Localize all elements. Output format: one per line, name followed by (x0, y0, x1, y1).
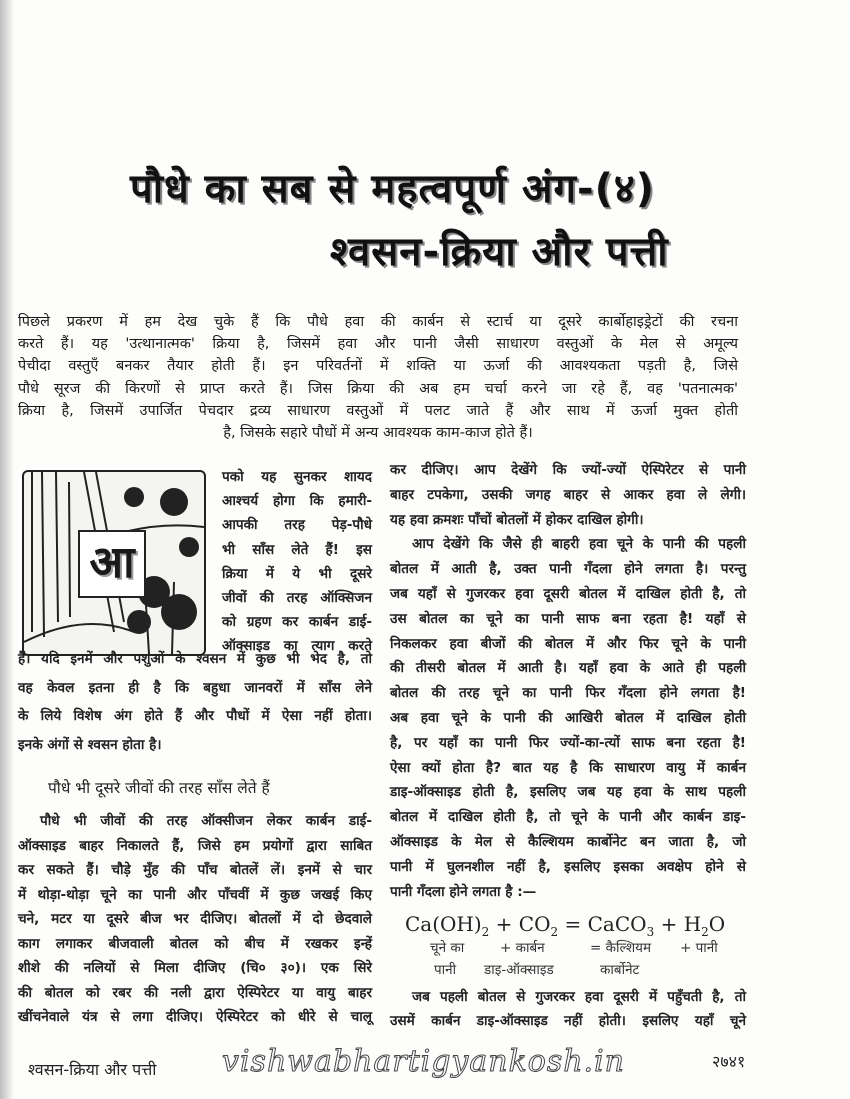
eq-calcium-hydroxide: Ca(OH) (405, 912, 482, 936)
text-line: पानी गँदला होने लगता है :— (390, 883, 537, 900)
eq-subscript: 2 (701, 925, 709, 939)
text-line: में थोड़ा-थोड़ा चूने का पानी और पाँचवीं में कुछ जखई किए (18, 886, 372, 903)
text-line: बोतल की तरह चूने का पानी फिर गँदला होने लगता है! (390, 685, 746, 702)
text-line: आपकी तरह पेड़-पौधे (222, 517, 372, 534)
text-line: जब पहली बोतल से गुजरकर हवा दूसरी में पहुँचती है, तो (412, 989, 746, 1005)
text-line: पिछले प्रकरण में हम देख चुके हैं कि पौधे हवा की कार्बन से स्टार्च या दूसरे कार्बोहाइड्रेटों की रचना (18, 314, 738, 330)
text-line: पेचीदा वस्तुएँ बनकर तैयार होती हैं। इन परिवर्तनों में शक्ति या ऊर्जा की आवश्यकता पड़ती है, जिसे (18, 358, 738, 375)
text-line: पौधे सूरज की किरणों से प्राप्त करते हैं। जिस क्रिया की अब हम चर्चा करने जा रहे हैं, वह 'पतनात्मक' (18, 380, 738, 397)
text-line: उस बोतल का चूने का पानी साफ बना रहता है! यहाँ से (390, 610, 746, 627)
eq-label: कार्बोनेट (600, 962, 640, 978)
text-line: इनके अंगों से श्वसन होता है। (18, 737, 162, 754)
text-line: निकलकर हवा बीजों की बोतल में और फिर चूने के पानी (390, 635, 746, 652)
eq-label: पानी (434, 962, 457, 978)
text-line: क्रिया है, जिसमें उपार्जित पेचदार द्रव्य साधारण वस्तुओं में पलट जाते हैं और साथ में ऊर्जा मुक्त होती (18, 402, 738, 419)
text-line: हैं। यदि इनमें और पशुओं के श्वसन में कुछ भी भेद है, तो (18, 651, 372, 667)
watermark: vishwabhartigyankosh.in (222, 1044, 625, 1079)
eq-label: + पानी (680, 940, 718, 956)
text-line: पको यह सुनकर शायद (222, 469, 372, 485)
text-line: ऑक्साइड के मेल से कैल्शियम कार्बोनेट बन जाता है, जो (390, 834, 746, 850)
text-line: चने, मटर या दूसरे बीज भर दीजिए। बोतलों में दो छेदवाले (18, 911, 372, 927)
eq-water: H (683, 912, 702, 936)
eq-label: चूने का (430, 940, 465, 956)
eq-label: + कार्बन (500, 940, 545, 956)
text-line: उसमें कार्बन डाइ-ऑक्साइड नहीं होती। इसलिए यहाँ चूने (390, 1013, 746, 1029)
text-line: जब यहाँ से गुजरकर हवा दूसरी बोतल में दाखिल होती है, तो (390, 586, 746, 602)
text-line: भी साँस लेते हैं! इस (222, 541, 372, 558)
text-line: कर सकते हैं। चौड़े मुँह की पाँच बोतलें लें। इनमें से चार (18, 862, 372, 878)
text-line: बाहर टपकेगा, उसकी जगह बाहर से आकर हवा ले लेगी। (390, 486, 746, 503)
eq-plus: + (495, 912, 513, 936)
chapter-subtitle: श्वसन-क्रिया और पत्ती (330, 229, 669, 275)
text-line: क्रिया में ये भी दूसरे (222, 565, 372, 582)
text-line: शीशे की नलियों से मिला दीजिए (चि० ३०)। एक सिरे (18, 960, 372, 976)
section-heading: पौधे भी दूसरे जीवों की तरह साँस लेते हैं (48, 779, 270, 797)
text-line: है, पर यहाँ का पानी फिर ज्यों-का-त्यों साफ बना रहता है! (390, 734, 746, 751)
drop-cap: आ (78, 530, 146, 598)
text-line: के लिये विशेष अंग होते हैं और पौधों में ऐसा नहीं होता। (18, 708, 372, 725)
eq-label: = कैल्शियम (590, 940, 652, 956)
eq-water-tail: O (708, 912, 726, 936)
page-number: २७४१ (712, 1052, 746, 1071)
text-line: डाइ-ऑक्साइड होती है, इसलिए जब यह हवा के साथ पहली (390, 784, 746, 801)
text-line: खींचनेवाले यंत्र से लगा दीजिए। ऐस्पिरेटर को धीरे से चालू (18, 1009, 372, 1025)
text-line: बोतल में दाखिल होती है, तो चूने के पानी और कार्बन डाइ- (390, 809, 746, 826)
chapter-title: पौधे का सब से महत्वपूर्ण अंग-(४) (130, 166, 655, 212)
text-line: काग लगाकर बीजवाली बोतल को बीच में रखकर इन्हें (18, 935, 372, 952)
text-line: है, जिसके सहारे पौधों में अन्य आवश्यक काम-काज होते हैं। (223, 425, 533, 441)
text-line: ऑक्साइड बाहर निकालते हैं, जिसे हम प्रयोगों द्वारा साबित (18, 837, 372, 854)
text-line: यह हवा क्रमशः पाँचों बोतलों में होकर दाखिल होगी। (390, 511, 644, 528)
eq-calcium-carbonate: CaCO (587, 912, 647, 936)
eq-plus: + (660, 912, 678, 936)
illustration-trees (22, 470, 206, 656)
text-line: आश्चर्य होगा कि हमारी- (222, 493, 372, 510)
eq-subscript: 2 (550, 925, 559, 939)
text-line: बोतल में आती है, उक्त पानी गँदला होने लगता है। परन्तु (390, 561, 746, 578)
text-line: की तीसरी बोतल में आती है। यहाँ हवा के आते ही पहली (390, 660, 746, 677)
text-line: करते हैं। यह 'उत्थानात्मक' क्रिया है, जिसमें हवा और पानी जैसी साधारण वस्तुओं के मेल से अमूल्य (18, 336, 738, 353)
eq-subscript: 3 (646, 925, 655, 939)
text-line: कर दीजिए। आप देखेंगे कि ज्यों-ज्यों ऐस्पिरेटर से पानी (390, 462, 746, 478)
eq-label: डाइ-ऑक्साइड (484, 962, 554, 978)
text-line: की बोतल को रबर की नली द्वारा ऐस्पिरेटर या वायु बाहर (18, 984, 372, 1001)
text-line: को ग्रहण कर कार्बन डाई- (222, 614, 372, 631)
text-line: पानी में घुलनशील नहीं है, इसलिए इसका अवक्षेप होने से (390, 858, 746, 875)
text-line: वह केवल इतना ही है कि बहुधा जानवरों में साँस लेने (18, 679, 372, 696)
text-line: ऑक्साइड का त्याग करते (222, 638, 372, 655)
eq-subscript: 2 (481, 925, 490, 939)
chemical-equation (405, 912, 726, 939)
text-line: अब हवा चूने के पानी की आखिरी बोतल में दाखिल होती (390, 710, 746, 726)
text-line: ऐसा क्यों होता है? बात यह है कि साधारण वायु में कार्बन (390, 759, 746, 776)
page-edge-shadow (0, 0, 14, 1099)
text-line: पौधे भी जीवों की तरह ऑक्सीजन लेकर कार्बन डाई- (40, 813, 372, 829)
running-title: श्वसन-क्रिया और पत्ती (28, 1060, 157, 1079)
text-line: आप देखेंगे कि जैसे ही बाहरी हवा चूने के पानी की पहली (412, 536, 746, 553)
eq-carbon-dioxide: CO (518, 912, 551, 936)
eq-equals: = (564, 912, 582, 936)
text-line: जीवों की तरह ऑक्सिजन (222, 590, 372, 606)
